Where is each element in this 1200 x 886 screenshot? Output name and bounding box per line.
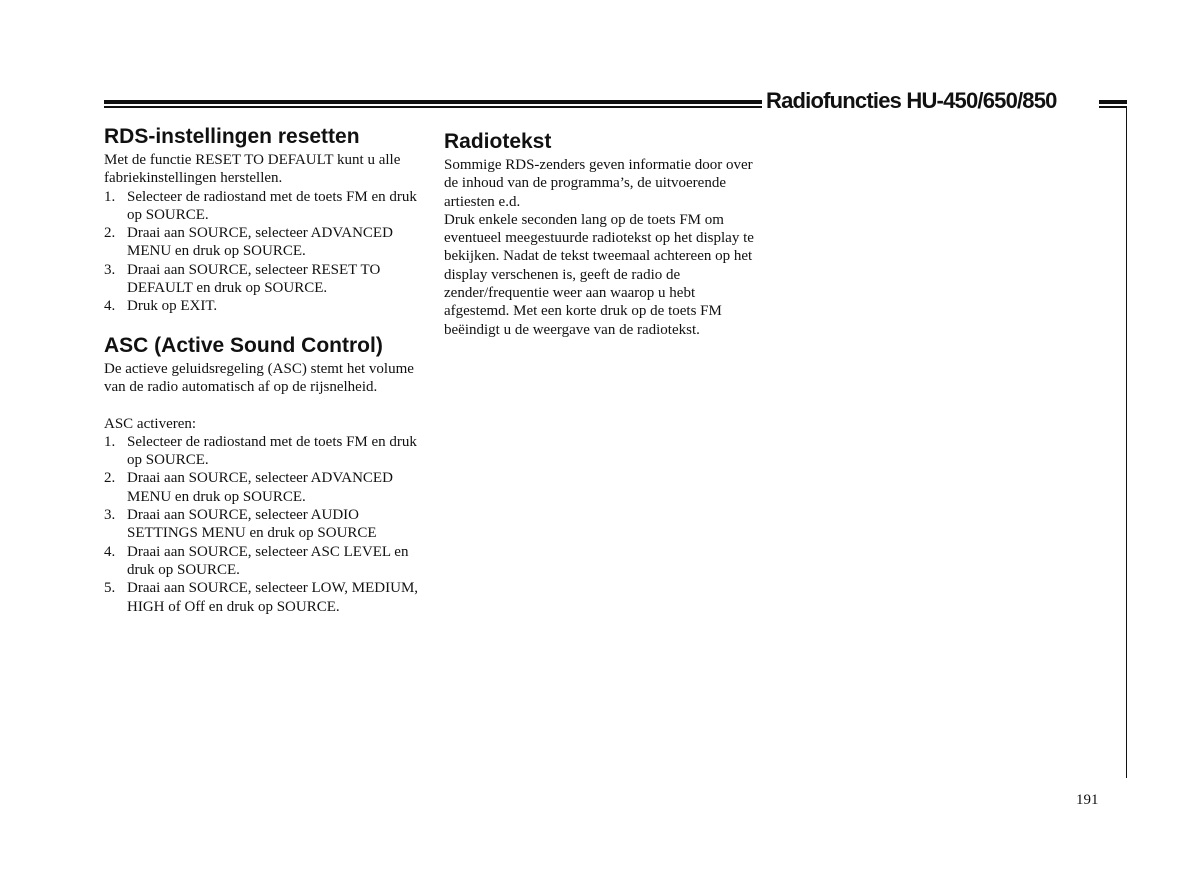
steps-list: [104, 188, 424, 316]
list-item: [104, 469, 424, 506]
step-number: 5.: [104, 580, 116, 597]
header-rule-right-thick: [1099, 100, 1127, 104]
list-item: [104, 543, 424, 580]
paragraph-gap: [104, 396, 424, 414]
section-heading: RDS-instellingen resetten: [104, 125, 360, 148]
step-text: Selecteer de radiostand met de toets FM en druk op SOURCE.: [127, 433, 417, 469]
section-heading: ASC (Active Sound Control): [104, 333, 383, 357]
step-number: 2.: [104, 470, 116, 487]
step-text: Druk op EXIT.: [127, 298, 218, 315]
step-number: 4.: [104, 543, 116, 560]
step-text: Draai aan SOURCE, selecteer ADVANCED MENU en druk op SOURCE.: [127, 470, 393, 505]
step-number: 3.: [104, 261, 116, 278]
header-rule-thick: [104, 100, 762, 104]
step-text: Draai aan SOURCE, selecteer LOW, MEDIUM, HIGH of Off en druk op SOURCE.: [127, 580, 419, 615]
paragraph: Sommige RDS-zenders geven informatie door over de inhoud van de programma’s, de uitvoerende artiesten e.d.: [444, 157, 753, 210]
section-intro: Met de functie RESET TO DEFAULT kunt u alle fabriekinstellingen herstellen.: [104, 152, 401, 187]
step-text: Draai aan SOURCE, selecteer ADVANCED MENU en druk op SOURCE.: [127, 225, 393, 260]
list-item: [104, 261, 424, 298]
list-item: [104, 579, 424, 616]
step-text: Draai aan SOURCE, selecteer AUDIO SETTINGS MENU en druk op SOURCE: [127, 507, 377, 542]
middle-column: [444, 124, 764, 339]
paragraph: Druk enkele seconden lang op de toets FM om eventueel meegestuurde radiotekst op het display te bekijken. Nadat de tekst tweemaal achtereen op het display verschenen is, geeft de radio de zender/frequentie weer aan waarop u hebt afgestemd. Met een korte druk op de toets FM beëindigt u de weergave van de radiotekst.: [444, 211, 754, 338]
page-number: 191: [1076, 792, 1099, 808]
section-rds-reset: [104, 124, 424, 316]
header-rule-thin: [104, 106, 762, 108]
step-number: 2.: [104, 225, 116, 242]
step-number: 4.: [104, 298, 116, 315]
step-number: 3.: [104, 507, 116, 524]
list-item: [104, 506, 424, 543]
left-column: [104, 124, 424, 616]
section-heading: Radiotekst: [444, 130, 552, 153]
list-item: [104, 224, 424, 261]
header-rule-right-thin: [1099, 106, 1127, 108]
list-item: [104, 188, 424, 225]
step-number: 1.: [104, 433, 116, 450]
step-text: Draai aan SOURCE, selecteer RESET TO DEFAULT en druk op SOURCE.: [127, 261, 381, 297]
section-intro: De actieve geluidsregeling (ASC) stemt het volume van de radio automatisch af op de rijsnelheid.: [104, 360, 414, 395]
list-item: [104, 433, 424, 470]
step-text: Selecteer de radiostand met de toets FM en druk op SOURCE.: [127, 188, 417, 223]
page-header-title: Radiofuncties HU-450/650/850: [766, 88, 1057, 113]
section-subheading: ASC activeren:: [104, 415, 197, 432]
page-side-line: [1126, 108, 1127, 778]
section-radiotekst: [444, 129, 764, 339]
list-item: [104, 297, 424, 315]
step-text: Draai aan SOURCE, selecteer ASC LEVEL en druk op SOURCE.: [127, 543, 409, 578]
steps-list: [104, 433, 424, 616]
section-asc: [104, 333, 424, 616]
step-number: 1.: [104, 188, 116, 205]
